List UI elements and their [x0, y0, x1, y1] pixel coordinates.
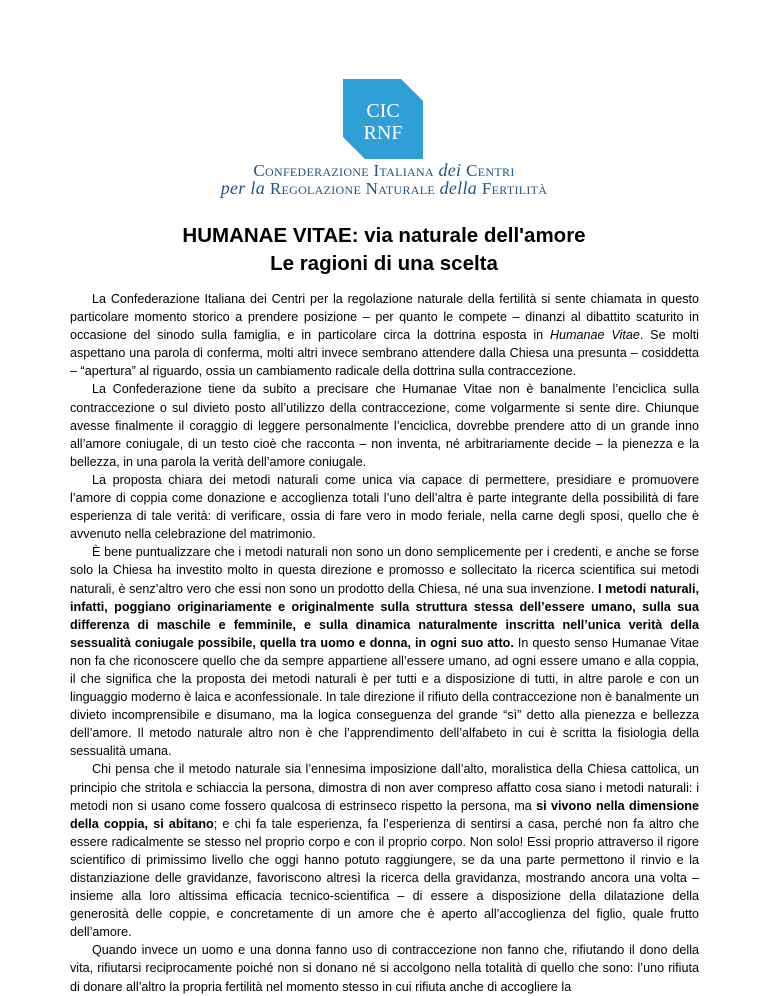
text-run: Quando invece un uomo e una donna fanno uso di contraccezione non fanno che, rifiutando il dono della vita, rifiutarsi reciprocamente poiché non si donano né si accolgono nella totalità di quello che sono: l’uno rifiuta di donare all’altro la propria fertilità nel momento stesso in cui rifiuta anche di accogliere la: [70, 943, 699, 994]
org-word: Italiana: [373, 161, 439, 180]
paragraph: [70, 941, 699, 995]
text-run: ; e chi fa tale esperienza, fa l’esperienza di sentirsi a casa, perché non fa altro che essere radicalmente se stesso nel proprio corpo e con il proprio corpo. Non solo! Essi proprio attraverso il rigore scientifico di primissimo livello che oggi hanno potuto raggiungere, se da una parte permettono il rinvio e la distanziazione delle gravidanze, favoriscono altresì la ricerca della gravidanza, mostrando ancora una volta – insieme alla loro altissima efficacia tecnico-scientifica – di essere a disposizione della dilatazione della generosità delle coppie, e concretamente di un amore che è aperto all’accoglienza del figlio, quale frutto dell’amore.: [70, 816, 699, 940]
org-word: Confederazione: [253, 161, 374, 180]
text-run: . Se molti aspettano una parola di conferma, molti altri invece sembrano attendere dalla Chiesa una presunta – cosiddetta – “apertura” al riguardo, ossia un cambiamento radicale della dottrina sulla contraccezione.: [70, 328, 699, 379]
cic-rnf-logo: [343, 79, 423, 159]
document-subtitle: Le ragioni di una scelta: [270, 252, 498, 275]
text-run: La proposta chiara dei metodi naturali come unica via capace di permettere, presidiare e promuovere l’amore di coppia come donazione e accoglienza totali l’uno dell’altra è parte integrante della possibilità di fare esperienza di tale verità: di verificare, ossia di fare vero in modo feriale, nella carne degli sposi, quello che è avvenuto nella celebrazione del matrimonio.: [70, 472, 699, 542]
text-run: In questo senso Humanae Vitae non fa che riconoscere quello che da sempre appartiene all’essere umano, ad ogni essere umano e alla coppia, il che significa che la proposta dei metodi naturali è per tutti e a disposizione di tutti, in altre parole e con un linguaggio moderno è laica e aconfessionale. In tale direzione il rifiuto della contraccezione non è banalmente un divieto incomprensibile e disumano, ma la logica conseguenza del grande “sì” detto alla pienezza e bellezza dell’amore. Il metodo naturale altro non è che l’apprendimento dell’alfabeto in cui è scritta la fisiologia della sessualità umana.: [70, 635, 699, 759]
text-run: È bene puntualizzare che i metodi naturali non sono un dono semplicemente per i credenti, e anche se forse solo la Chiesa ha investito molto in questa direzione e promosso e sollecitato la ricerca scientifica sui metodi naturali, è senz’altro vero che essi non sono un prodotto della Chiesa, né una sua invenzione.: [70, 545, 699, 596]
bold-text-run: I metodi naturali, infatti, poggiano originariamente e originalmente sulla struttura stessa dell’essere umano, sulla sua differenza di maschile e femminile, e sulla dinamica naturalmente inscritta nell’unica verità della sessualità coniugale possibile, quella tra uomo e donna, in ogni suo atto.: [70, 581, 700, 650]
org-word: Centri: [466, 161, 515, 180]
text-run: La Confederazione tiene da subito a precisare che Humanae Vitae non è banalmente l’enciclica sulla contraccezione o sul divieto posto all’utilizzo della contraccezione, come volgarmente si sente dire. Chiunque avesse finalmente il coraggio di leggere personalmente l’enciclica, dovrebbe prendere atto di un grande inno all’amore coniugale, di un testo cioè che racconta – non inventa, né arbitrariamente decide – la pienezza e la bellezza, in una parola la verità dell’amore coniugale.: [70, 382, 699, 469]
org-word: Fertilità: [481, 179, 548, 198]
org-line2-text: [221, 179, 548, 198]
paragraph: [70, 380, 699, 470]
text-run: Chi pensa che il metodo naturale sia l’ennesima imposizione dall’alto, moralistica della Chiesa cattolica, un principio che stritola e schiaccia la persona, dimostra di non aver compreso affatto cosa siano i metodi naturali: i metodi non si usano come fossero qualcosa di estrinseco rispetto la persona, ma: [70, 762, 699, 813]
organization-name-line2: [0, 178, 768, 199]
text-run: La Confederazione Italiana dei Centri per la regolazione naturale della fertilità si sente chiamata in questo particolare momento storico a prendere posizione – per quanto le compete – dinanzi al dibattito scaturito in occasione del sinodo sulla famiglia, e in particolare circa la dottrina esposta in: [70, 292, 699, 343]
org-word-italic: della: [439, 178, 482, 198]
paragraph: [70, 543, 699, 760]
document-body: [70, 290, 699, 996]
org-word-italic: per: [220, 178, 251, 198]
logo-line1: CIC: [366, 100, 400, 122]
logo-line2: RNF: [363, 122, 403, 144]
document-title: HUMANAE VITAE: via naturale dell'amore: [182, 224, 586, 247]
paragraph: [70, 290, 699, 380]
paragraph: [70, 760, 699, 941]
org-word: Regolazione: [269, 179, 366, 198]
org-word-italic: la: [250, 178, 270, 198]
italic-text-run: Humanae Vitae: [549, 328, 640, 343]
org-word-italic: dei: [438, 160, 467, 180]
paragraph: [70, 471, 699, 543]
org-word: Naturale: [365, 179, 440, 198]
bold-text-run: si vivono nella dimensione della coppia, si abitano: [70, 798, 699, 831]
